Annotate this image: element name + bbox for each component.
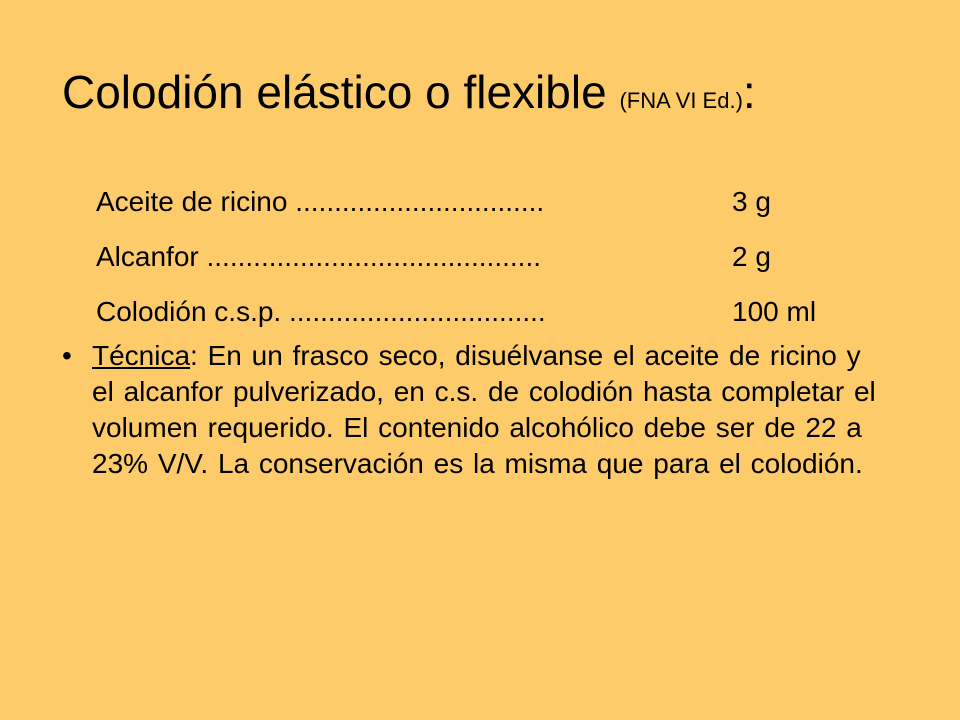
ingredient-row bbox=[96, 229, 896, 284]
ingredient-quantity: 100 ml bbox=[732, 296, 817, 327]
ingredient-quantity: 3 g bbox=[732, 186, 771, 217]
ingredient-quantity: 2 g bbox=[732, 241, 771, 272]
technique-bullet bbox=[62, 338, 922, 482]
technique-separator: : bbox=[190, 340, 198, 371]
title-colon: : bbox=[742, 66, 756, 118]
ingredient-row bbox=[96, 284, 896, 339]
technique-paragraph bbox=[92, 338, 892, 482]
technique-label: Técnica bbox=[92, 340, 191, 371]
technique-text: En un frasco seco, disuélvanse el aceite de ricino y el alcanfor pulverizado, en c.s. de colodión hasta completar el volumen requerido. El contenido alcohólico debe ser de 22 a 23% V/V. La conservación es la misma que para el colodión. bbox=[92, 340, 876, 479]
ingredient-name: Alcanfor ........................................... bbox=[96, 241, 542, 272]
title-main: Colodión elástico o flexible bbox=[62, 66, 607, 118]
ingredients-list bbox=[96, 174, 896, 339]
ingredient-row bbox=[96, 174, 896, 229]
ingredient-name: Colodión c.s.p. ................................. bbox=[96, 296, 546, 327]
ingredient-name: Aceite de ricino ................................ bbox=[96, 186, 545, 217]
slide-title bbox=[62, 62, 756, 131]
bullet-marker: • bbox=[62, 340, 72, 371]
title-edition: (FNA VI Ed.) bbox=[619, 88, 743, 113]
